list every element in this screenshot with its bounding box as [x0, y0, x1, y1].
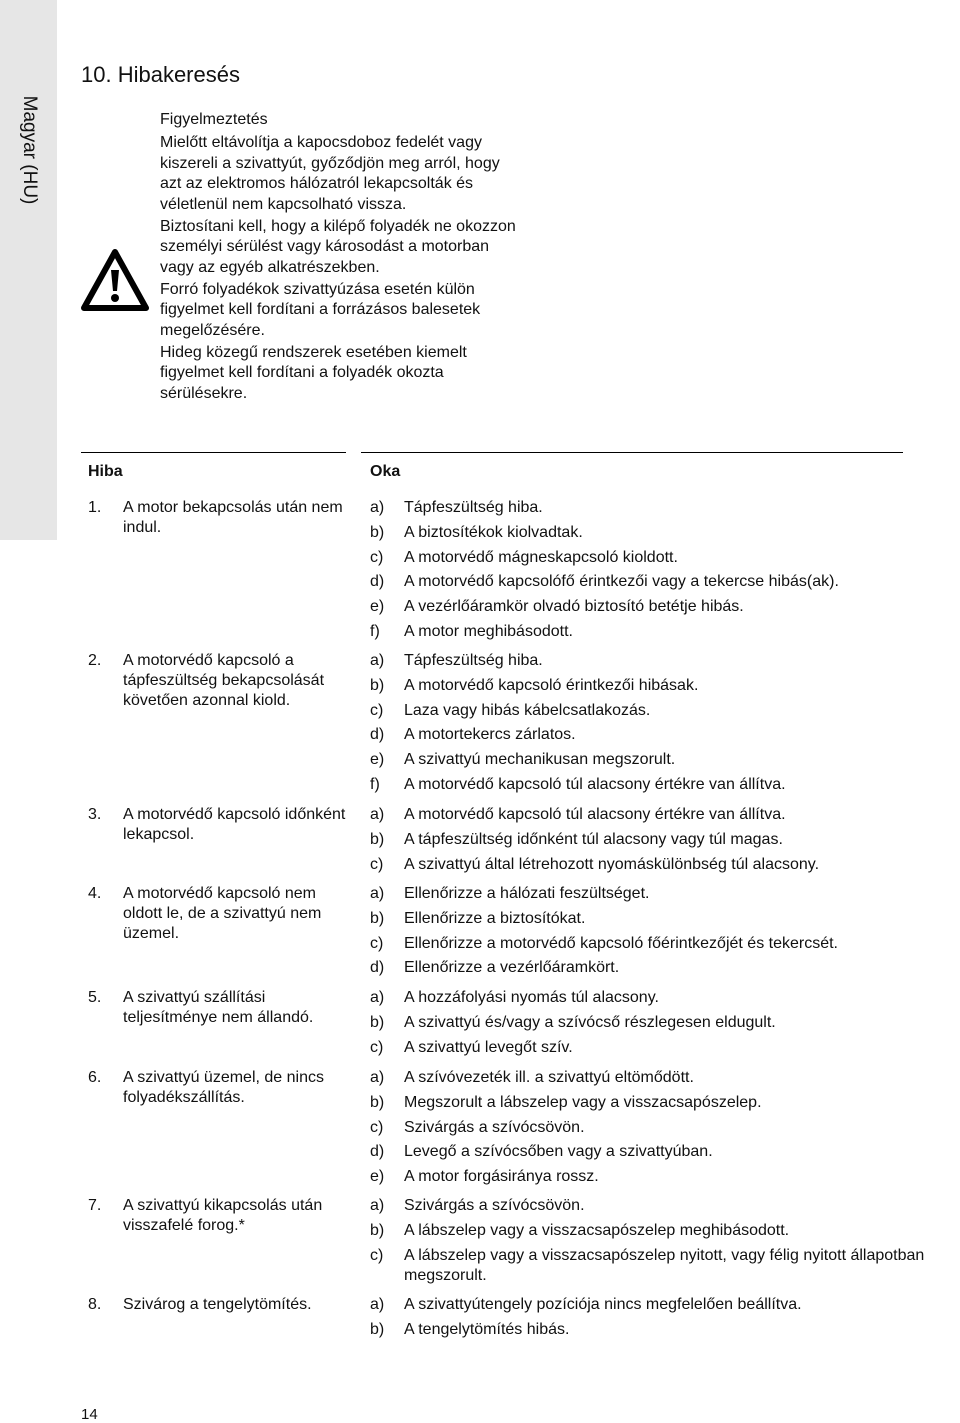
warning-paragraph: Mielőtt eltávolítja a kapocsdoboz fedelét vagy kiszereli a szivattyút, győződjön meg arról, hogy azt az elektromos hálózatról lekapcsolták és véletlenül nem kapcsolható vissza.: [160, 134, 500, 213]
cause-letter: d): [370, 959, 385, 977]
warning-paragraph: Forró folyadékok szivattyúzása esetén külön figyelmet kell fordítani a forrázásos balesetek megelőzésére.: [160, 280, 481, 339]
fault-cell: [88, 805, 353, 845]
cause-item: [370, 572, 930, 592]
cause-text: A szivattyútengely pozíciója nincs megfelelően beállítva.: [404, 1296, 802, 1313]
cause-text: A motor meghibásodott.: [404, 622, 573, 640]
fault-cell: [88, 651, 353, 711]
cause-letter: c): [370, 1118, 384, 1136]
cause-text: A tápfeszültség időnként túl alacsony vagy túl magas.: [404, 830, 783, 848]
cause-letter: c): [370, 548, 384, 566]
cause-item: [370, 830, 930, 850]
cause-item: [370, 1295, 930, 1315]
cause-text: A motor forgásiránya rossz.: [404, 1168, 599, 1186]
cause-letter: b): [370, 523, 385, 541]
cause-text: Ellenőrizze a motorvédő kapcsoló főérintkezőjét és tekercsét.: [404, 934, 838, 952]
cause-text: A motorvédő kapcsoló túl alacsony értékre van állítva.: [404, 806, 786, 823]
column-header-oka: Oka: [370, 463, 401, 480]
cause-letter: c): [370, 1038, 384, 1056]
cause-letter: b): [370, 909, 385, 927]
cause-letter: e): [370, 1168, 385, 1186]
fault-cell: [88, 884, 353, 944]
fault-number: 1.: [88, 499, 102, 516]
cause-letter: b): [370, 1221, 385, 1239]
fault-description: A motorvédő kapcsoló nem oldott le, de a szivattyú nem üzemel.: [123, 885, 322, 942]
cause-item: [370, 651, 930, 671]
cause-text: A vezérlőáramkör olvadó biztosító betétje hibás.: [404, 598, 744, 616]
cause-letter: a): [370, 989, 385, 1006]
language-side-tab: [0, 0, 57, 540]
cause-letter: a): [370, 1197, 385, 1214]
cause-letter: b): [370, 1320, 385, 1338]
fault-description: A motor bekapcsolás után nem indul.: [123, 499, 343, 536]
section-title: 10. Hibakeresés: [81, 62, 240, 87]
cause-letter: b): [370, 830, 385, 848]
cause-letter: e): [370, 751, 385, 769]
cause-text: Ellenőrizze a biztosítókat.: [404, 909, 586, 927]
cause-item: [370, 1221, 930, 1241]
fault-number: 5.: [88, 989, 102, 1006]
fault-description: A motorvédő kapcsoló időnként lekapcsol.: [123, 806, 346, 843]
cause-letter: f): [370, 622, 380, 640]
cause-letter: a): [370, 885, 385, 902]
cause-item: [370, 676, 930, 696]
cause-letter: d): [370, 1143, 385, 1161]
fault-cell: [88, 1068, 353, 1108]
cause-item: [370, 884, 930, 904]
cause-list: [370, 1068, 930, 1192]
fault-cell: [88, 498, 353, 538]
fault-description: A szivattyú üzemel, de nincs folyadékszállítás.: [123, 1069, 324, 1106]
cause-item: [370, 1038, 930, 1058]
cause-item: [370, 523, 930, 543]
cause-text: A lábszelep vagy a visszacsapószelep nyitott, vagy félig nyitott állapotban megszorult.: [404, 1246, 925, 1284]
cause-letter: c): [370, 855, 384, 873]
cause-item: [370, 1142, 930, 1162]
cause-list: [370, 1295, 930, 1345]
cause-letter: f): [370, 775, 380, 793]
cause-item: [370, 1320, 930, 1340]
fault-description: A szivattyú szállítási teljesítménye nem állandó.: [123, 989, 314, 1026]
header-rule-hiba: [81, 452, 346, 453]
cause-text: A hozzáfolyási nyomás túl alacsony.: [404, 989, 659, 1006]
warning-paragraph: Hideg közegű rendszerek esetében kiemelt figyelmet kell fordítani a folyadék okozta sérülésekre.: [160, 343, 467, 402]
warning-triangle-icon: [80, 248, 150, 312]
cause-letter: c): [370, 934, 384, 952]
language-label: Magyar (HU): [19, 95, 40, 205]
cause-item: [370, 958, 930, 978]
cause-text: Ellenőrizze a hálózati feszültséget.: [404, 885, 650, 902]
cause-item: [370, 548, 930, 568]
cause-letter: a): [370, 652, 385, 669]
cause-letter: c): [370, 701, 384, 719]
cause-list: [370, 805, 930, 879]
cause-item: [370, 855, 930, 875]
cause-item: [370, 725, 930, 745]
cause-item: [370, 1093, 930, 1113]
fault-description: Szivárog a tengelytömítés.: [123, 1296, 312, 1313]
cause-letter: a): [370, 1069, 385, 1086]
cause-letter: b): [370, 1013, 385, 1031]
cause-letter: a): [370, 806, 385, 823]
cause-letter: e): [370, 598, 385, 616]
cause-list: [370, 988, 930, 1062]
cause-text: Tápfeszültség hiba.: [404, 499, 543, 516]
cause-item: [370, 498, 930, 518]
cause-text: Levegő a szívócsőben vagy a szivattyúban.: [404, 1143, 713, 1161]
cause-text: A biztosítékok kiolvadtak.: [404, 523, 583, 541]
header-rule-oka: [361, 452, 903, 453]
cause-item: [370, 622, 930, 642]
cause-text: A lábszelep vagy a visszacsapószelep meghibásodott.: [404, 1221, 790, 1239]
cause-item: [370, 1118, 930, 1138]
warning-title: Figyelmeztetés: [160, 111, 268, 128]
page-number: 14: [81, 1406, 98, 1423]
cause-list: [370, 498, 930, 647]
fault-number: 8.: [88, 1296, 102, 1313]
fault-number: 4.: [88, 885, 102, 902]
cause-letter: c): [370, 1246, 384, 1264]
fault-number: 3.: [88, 806, 102, 823]
cause-item: [370, 1167, 930, 1187]
cause-item: [370, 1196, 930, 1216]
cause-item: [370, 701, 930, 721]
cause-text: A szivattyú és/vagy a szívócső részlegesen eldugult.: [404, 1013, 776, 1031]
cause-text: Szivárgás a szívócsövön.: [404, 1197, 585, 1214]
warning-block: [160, 110, 520, 406]
warning-paragraph: Biztosítani kell, hogy a kilépő folyadék ne okozzon személyi sérülést vagy károsodást a motorban vagy az egyéb alkatrészekben.: [160, 217, 516, 276]
cause-list: [370, 884, 930, 983]
cause-item: [370, 1246, 930, 1286]
cause-text: A motorvédő kapcsolófő érintkezői vagy a tekercse hibás(ak).: [404, 573, 839, 591]
cause-list: [370, 651, 930, 800]
fault-cell: [88, 988, 353, 1028]
cause-text: A szivattyú mechanikusan megszorult.: [404, 751, 676, 769]
cause-item: [370, 805, 930, 825]
cause-text: A tengelytömítés hibás.: [404, 1320, 570, 1338]
cause-item: [370, 909, 930, 929]
cause-letter: b): [370, 1093, 385, 1111]
cause-text: Megszorult a lábszelep vagy a visszacsapószelep.: [404, 1093, 762, 1111]
cause-item: [370, 934, 930, 954]
cause-item: [370, 1068, 930, 1088]
cause-letter: a): [370, 499, 385, 516]
cause-item: [370, 1013, 930, 1033]
fault-number: 7.: [88, 1197, 102, 1214]
fault-cell: [88, 1196, 353, 1236]
cause-item: [370, 597, 930, 617]
column-header-hiba: Hiba: [88, 463, 123, 480]
cause-item: [370, 988, 930, 1008]
fault-cell: [88, 1295, 353, 1315]
cause-text: A motorvédő kapcsoló túl alacsony értékre van állítva.: [404, 775, 786, 793]
fault-description: A motorvédő kapcsoló a tápfeszültség bekapcsolását követően azonnal kiold.: [123, 652, 325, 709]
cause-letter: d): [370, 726, 385, 744]
cause-list: [370, 1196, 930, 1290]
fault-number: 2.: [88, 652, 102, 669]
cause-text: Laza vagy hibás kábelcsatlakozás.: [404, 701, 651, 719]
cause-item: [370, 775, 930, 795]
cause-text: A szivattyú által létrehozott nyomáskülönbség túl alacsony.: [404, 855, 820, 873]
cause-text: Szivárgás a szívócsövön.: [404, 1118, 585, 1136]
cause-text: A motortekercs zárlatos.: [404, 726, 576, 744]
cause-text: A motorvédő kapcsoló érintkezői hibásak.: [404, 676, 699, 694]
cause-text: Ellenőrizze a vezérlőáramkört.: [404, 959, 620, 977]
fault-number: 6.: [88, 1069, 102, 1086]
cause-text: A motorvédő mágneskapcsoló kioldott.: [404, 548, 678, 566]
cause-item: [370, 750, 930, 770]
cause-letter: a): [370, 1296, 385, 1313]
cause-letter: d): [370, 573, 385, 591]
cause-text: Tápfeszültség hiba.: [404, 652, 543, 669]
cause-text: A szivattyú levegőt szív.: [404, 1038, 573, 1056]
fault-description: A szivattyú kikapcsolás után visszafelé forog.*: [123, 1197, 323, 1234]
cause-text: A szívóvezeték ill. a szivattyú eltömődött.: [404, 1069, 694, 1086]
cause-letter: b): [370, 676, 385, 694]
